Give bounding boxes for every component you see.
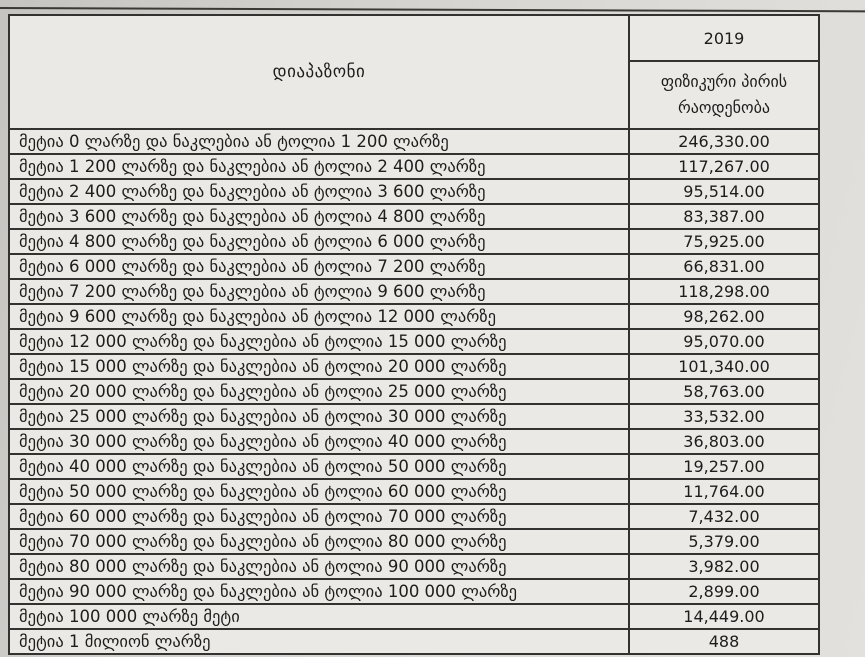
- table-row: [9, 454, 819, 479]
- table-row: [9, 604, 819, 629]
- count-cell: 5,379.00: [629, 529, 819, 554]
- range-cell: მეტია 30 000 ლარზე და ნაკლებია ან ტოლია 40 000 ლარზე: [9, 429, 629, 454]
- count-cell: 58,763.00: [629, 379, 819, 404]
- table-row: [9, 504, 819, 529]
- table-row: [9, 429, 819, 454]
- count-cell: 66,831.00: [629, 254, 819, 279]
- range-cell: მეტია 0 ლარზე და ნაკლებია ან ტოლია 1 200 ლარზე: [9, 129, 629, 154]
- count-cell: 14,449.00: [629, 604, 819, 629]
- count-cell: 117,267.00: [629, 154, 819, 179]
- range-cell: მეტია 100 000 ლარზე მეტი: [9, 604, 629, 629]
- table-row: [9, 404, 819, 429]
- table-row: [9, 379, 819, 404]
- count-cell: 33,532.00: [629, 404, 819, 429]
- range-cell: მეტია 12 000 ლარზე და ნაკლებია ან ტოლია 15 000 ლარზე: [9, 329, 629, 354]
- count-cell: 95,070.00: [629, 329, 819, 354]
- range-cell: მეტია 15 000 ლარზე და ნაკლებია ან ტოლია 20 000 ლარზე: [9, 354, 629, 379]
- range-cell: მეტია 2 400 ლარზე და ნაკლებია ან ტოლია 3 600 ლარზე: [9, 179, 629, 204]
- count-cell: 19,257.00: [629, 454, 819, 479]
- table-row: [9, 154, 819, 179]
- table-row: [9, 179, 819, 204]
- range-column-header: დიაპაზონი: [9, 15, 629, 129]
- table-row: [9, 304, 819, 329]
- range-cell: მეტია 90 000 ლარზე და ნაკლებია ან ტოლია 100 000 ლარზე: [9, 579, 629, 604]
- count-cell: 98,262.00: [629, 304, 819, 329]
- table-row: [9, 354, 819, 379]
- count-cell: 36,803.00: [629, 429, 819, 454]
- range-cell: მეტია 80 000 ლარზე და ნაკლებია ან ტოლია 90 000 ლარზე: [9, 554, 629, 579]
- count-cell: 11,764.00: [629, 479, 819, 504]
- table-row: [9, 529, 819, 554]
- year-column-header: 2019: [629, 15, 819, 61]
- range-cell: მეტია 40 000 ლარზე და ნაკლებია ან ტოლია 50 000 ლარზე: [9, 454, 629, 479]
- range-cell: მეტია 6 000 ლარზე და ნაკლებია ან ტოლია 7 200 ლარზე: [9, 254, 629, 279]
- range-cell: მეტია 1 200 ლარზე და ნაკლებია ან ტოლია 2 400 ლარზე: [9, 154, 629, 179]
- table-header-row-1: [9, 15, 819, 61]
- table-row: [9, 554, 819, 579]
- count-cell: 7,432.00: [629, 504, 819, 529]
- table-row: [9, 279, 819, 304]
- range-cell: მეტია 50 000 ლარზე და ნაკლებია ან ტოლია 60 000 ლარზე: [9, 479, 629, 504]
- table-row: [9, 254, 819, 279]
- income-range-table: [8, 14, 820, 655]
- table-row: [9, 329, 819, 354]
- top-border-line: [0, 7, 865, 12]
- table-row: [9, 629, 819, 654]
- range-cell: მეტია 7 200 ლარზე და ნაკლებია ან ტოლია 9 600 ლარზე: [9, 279, 629, 304]
- count-cell: 101,340.00: [629, 354, 819, 379]
- range-cell: მეტია 60 000 ლარზე და ნაკლებია ან ტოლია 70 000 ლარზე: [9, 504, 629, 529]
- count-cell: 95,514.00: [629, 179, 819, 204]
- count-cell: 488: [629, 629, 819, 654]
- range-cell: მეტია 3 600 ლარზე და ნაკლებია ან ტოლია 4 800 ლარზე: [9, 204, 629, 229]
- range-cell: მეტია 4 800 ლარზე და ნაკლებია ან ტოლია 6 000 ლარზე: [9, 229, 629, 254]
- table-row: [9, 129, 819, 154]
- table-row: [9, 229, 819, 254]
- range-cell: მეტია 1 მილიონ ლარზე: [9, 629, 629, 654]
- table-row: [9, 479, 819, 504]
- count-cell: 75,925.00: [629, 229, 819, 254]
- count-column-header: ფიზიკური პირის რაოდენობა: [629, 61, 819, 129]
- range-cell: მეტია 20 000 ლარზე და ნაკლებია ან ტოლია 25 000 ლარზე: [9, 379, 629, 404]
- count-cell: 83,387.00: [629, 204, 819, 229]
- range-cell: მეტია 9 600 ლარზე და ნაკლებია ან ტოლია 12 000 ლარზე: [9, 304, 629, 329]
- table-row: [9, 204, 819, 229]
- count-cell: 2,899.00: [629, 579, 819, 604]
- table-row: [9, 579, 819, 604]
- count-cell: 3,982.00: [629, 554, 819, 579]
- range-cell: მეტია 70 000 ლარზე და ნაკლებია ან ტოლია 80 000 ლარზე: [9, 529, 629, 554]
- count-cell: 118,298.00: [629, 279, 819, 304]
- range-cell: მეტია 25 000 ლარზე და ნაკლებია ან ტოლია 30 000 ლარზე: [9, 404, 629, 429]
- count-cell: 246,330.00: [629, 129, 819, 154]
